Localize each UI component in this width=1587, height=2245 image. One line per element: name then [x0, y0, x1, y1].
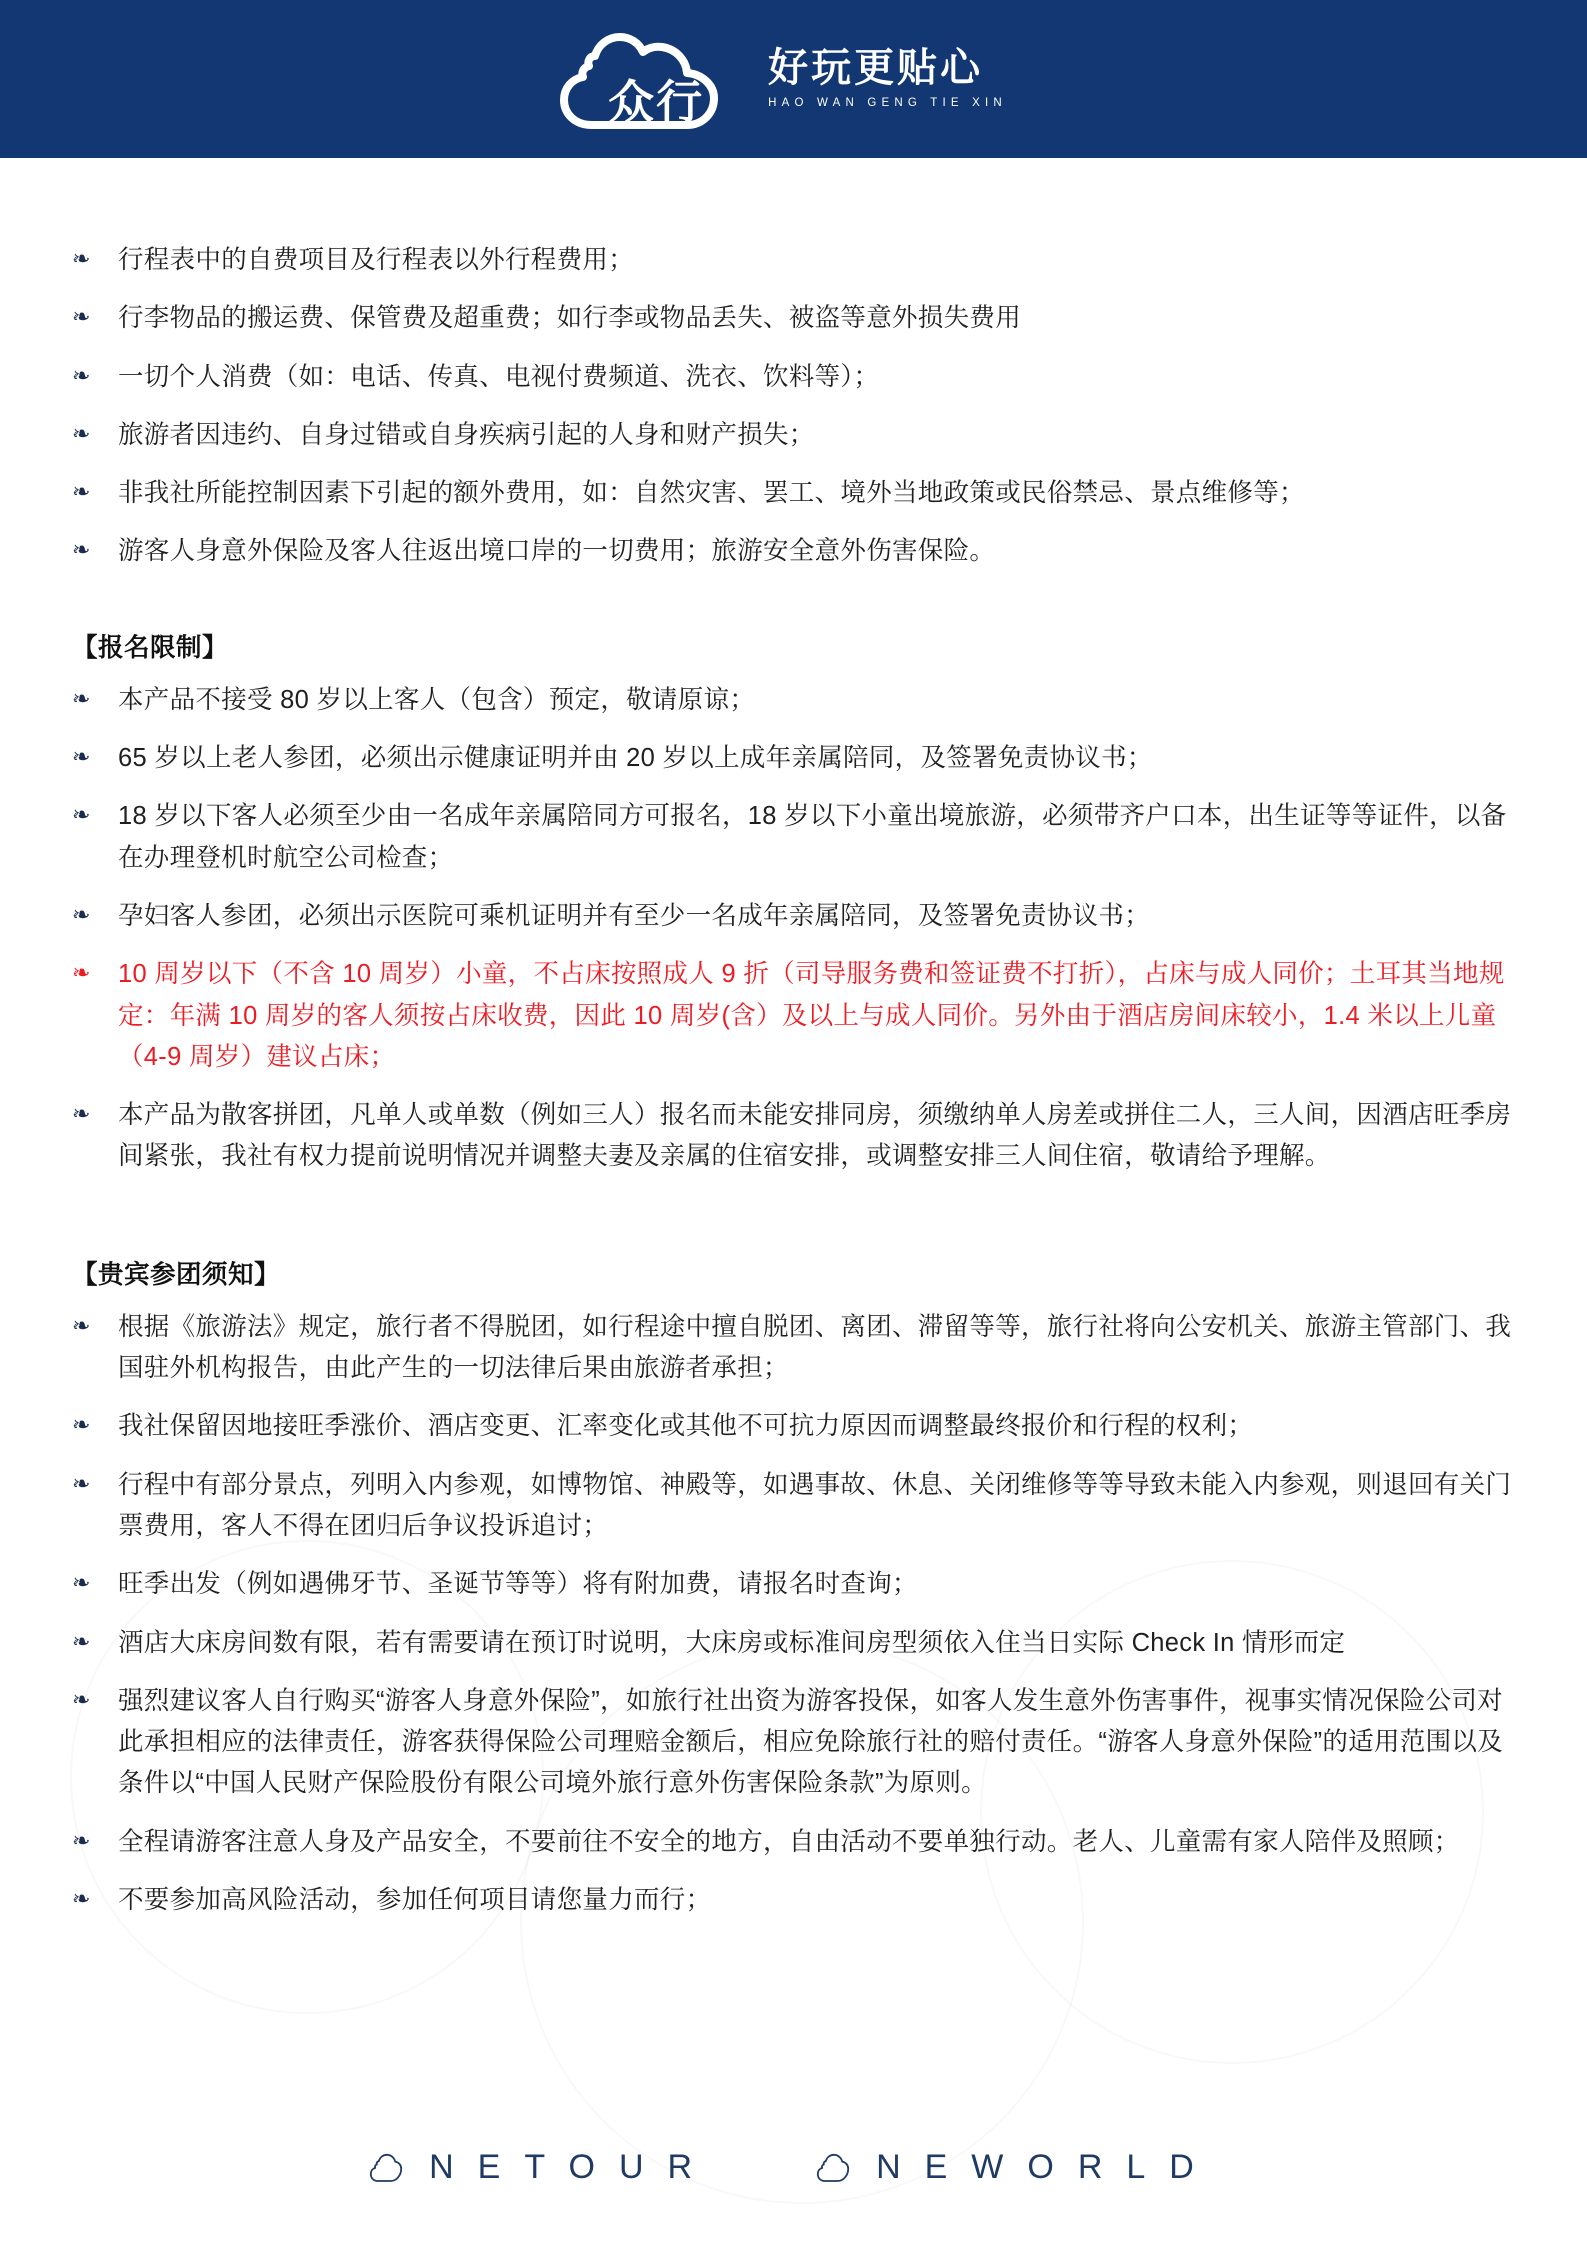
exclusions-list — [64, 240, 1524, 573]
logo-slogan-block — [768, 46, 1007, 113]
list-item — [64, 415, 1524, 456]
list-item-text: 行程中有部分景点，列明入内参观，如博物馆、神殿等，如遇事故、休息、关闭维修等等导致未能入内参观，则退回有关门票费用，客人不得在团归后争议投诉追讨； — [118, 1470, 1512, 1540]
list-item-text: 全程请游客注意人身及产品安全，不要前往不安全的地方，自由活动不要单独行动。老人、儿童需有家人陪伴及照顾； — [118, 1827, 1460, 1856]
list-item — [64, 896, 1524, 937]
list-item-text: 18 岁以下客人必须至少由一名成年亲属陪同方可报名，18 岁以下小童出境旅游，必须带齐户口本，出生证等等证件，以备在办理登机时航空公司检查； — [118, 802, 1507, 872]
diamond-bullet-icon: ❧ — [72, 1628, 91, 1654]
diamond-bullet-icon: ❧ — [72, 685, 91, 711]
list-item — [64, 1307, 1524, 1390]
list-item-text: 非我社所能控制因素下引起的额外费用，如：自然灾害、罢工、境外当地政策或民俗禁忌、景点维修等； — [118, 479, 1305, 508]
diamond-bullet-icon: ❧ — [72, 960, 91, 986]
list-item — [64, 1095, 1524, 1178]
list-item — [64, 1880, 1524, 1921]
section-heading-registration-restrictions: 【报名限制】 — [72, 633, 229, 662]
diamond-bullet-icon: ❧ — [72, 901, 91, 927]
diamond-bullet-icon: ❧ — [72, 1101, 91, 1127]
footer-brand-letters: NETOUR — [429, 2148, 717, 2186]
cloud-icon — [816, 2152, 850, 2184]
footer-brand-neworld — [816, 2148, 1218, 2187]
list-item — [64, 473, 1524, 514]
list-item-text: 行程表中的自费项目及行程表以外行程费用； — [118, 246, 635, 274]
list-item — [64, 298, 1524, 339]
diamond-bullet-icon: ❧ — [72, 1886, 91, 1912]
logo-hanzi-text: 众行 — [608, 76, 705, 128]
list-item — [64, 1623, 1524, 1664]
section-spacer — [64, 590, 1524, 628]
list-item-text: 一切个人消费（如：电话、传真、电视付费频道、洗衣、饮料等）； — [118, 362, 880, 391]
list-item — [64, 1564, 1524, 1605]
list-item — [64, 240, 1524, 281]
section-registration-restrictions — [64, 628, 1524, 1178]
list-item-text: 旅游者因违约、自身过错或自身疾病引起的人身和财产损失； — [118, 420, 815, 449]
diamond-bullet-icon: ❧ — [72, 744, 91, 770]
list-item — [64, 680, 1524, 721]
diamond-bullet-icon: ❧ — [72, 362, 91, 388]
logo-cloud-mark — [560, 27, 742, 131]
list-item — [64, 1681, 1524, 1805]
logo-pinyin-text: HAO WAN GENG TIE XIN — [768, 96, 1007, 109]
footer-brand-letters: NEWORLD — [876, 2148, 1218, 2186]
list-item-text: 本产品为散客拼团，凡单人或单数（例如三人）报名而未能安排同房，须缴纳单人房差或拼住二人，三人间，因酒店旺季房间紧张，我社有权力提前说明情况并调整夫妻及亲属的住宿安排，或调整安排三人间住宿，敬请给予理解。 — [118, 1101, 1512, 1171]
vip-notice-list — [64, 1307, 1524, 1922]
section-vip-notice — [64, 1255, 1524, 1922]
list-item — [64, 1465, 1524, 1548]
document-content — [64, 240, 1524, 1938]
list-item — [64, 1406, 1524, 1447]
footer-brand-netour — [369, 2148, 716, 2187]
page-header-banner — [0, 0, 1587, 158]
section-exclusions — [64, 240, 1524, 573]
list-item-highlighted — [64, 954, 1524, 1078]
list-item-text: 10 周岁以下（不含 10 周岁）小童，不占床按照成人 9 折（司导服务费和签证费不打折），占床与成人同价；土耳其当地规定：年满 10 周岁的客人须按占床收费，因此 10 周岁(含）及以上与成人同价。另外由于酒店房间床较小，1.4 米以上儿童（4-9 周岁）建议占床； — [118, 960, 1505, 1071]
list-item — [64, 357, 1524, 398]
list-item-text: 酒店大床房间数有限，若有需要请在预订时说明，大床房或标准间房型须依入住当日实际 Check In 情形而定 — [118, 1628, 1346, 1657]
cloud-icon — [369, 2152, 403, 2184]
diamond-bullet-icon: ❧ — [72, 304, 91, 330]
registration-restrictions-list — [64, 680, 1524, 1178]
diamond-bullet-icon: ❧ — [72, 1412, 91, 1438]
section-heading-vip-notice: 【贵宾参团须知】 — [72, 1260, 281, 1289]
diamond-bullet-icon: ❧ — [72, 1470, 91, 1496]
diamond-bullet-icon: ❧ — [72, 479, 91, 505]
diamond-bullet-icon: ❧ — [72, 1686, 91, 1712]
list-item-text: 强烈建议客人自行购买“游客人身意外保险”，如旅行社出资为游客投保，如客人发生意外伤害事件，视事实情况保险公司对此承担相应的法律责任，游客获得保险公司理赔金额后，相应免除旅行社的赔付责任。“游客人身意外保险”的适用范围以及条件以“中国人民财产保险股份有限公司境外旅行意外伤害保险条款”为原则。 — [118, 1686, 1503, 1798]
list-item — [64, 738, 1524, 779]
diamond-bullet-icon: ❧ — [72, 1570, 91, 1596]
diamond-bullet-icon: ❧ — [72, 246, 91, 271]
list-item — [64, 796, 1524, 879]
list-item-text: 行李物品的搬运费、保管费及超重费；如行李或物品丢失、被盗等意外损失费用 — [118, 304, 1022, 333]
list-item — [64, 1822, 1524, 1863]
list-item-text: 游客人身意外保险及客人往返出境口岸的一切费用；旅游安全意外伤害保险。 — [118, 537, 996, 566]
list-item-text: 我社保留因地接旺季涨价、酒店变更、汇率变化或其他不可抗力原因而调整最终报价和行程的权利； — [118, 1412, 1254, 1441]
diamond-bullet-icon: ❧ — [72, 802, 91, 828]
brand-logo — [560, 27, 1007, 131]
diamond-bullet-icon: ❧ — [72, 1312, 91, 1338]
list-item — [64, 531, 1524, 572]
logo-slogan-text: 好玩更贴心 — [768, 45, 984, 90]
diamond-bullet-icon: ❧ — [72, 537, 91, 563]
list-item-text: 不要参加高风险活动，参加任何项目请您量力而行； — [118, 1886, 712, 1915]
list-item-text: 65 岁以上老人参团，必须出示健康证明并由 20 岁以上成年亲属陪同，及签署免责协议书； — [118, 744, 1153, 773]
diamond-bullet-icon: ❧ — [72, 420, 91, 446]
page-footer — [0, 2148, 1587, 2187]
list-item-text: 旺季出发（例如遇佛牙节、圣诞节等等）将有附加费，请报名时查询； — [118, 1570, 918, 1599]
diamond-bullet-icon: ❧ — [72, 1827, 91, 1853]
list-item-text: 根据《旅游法》规定，旅行者不得脱团，如行程途中擅自脱团、离团、滞留等等，旅行社将向公安机关、旅游主管部门、我国驻外机构报告，由此产生的一切法律后果由旅游者承担； — [118, 1312, 1512, 1383]
list-item-text: 孕妇客人参团，必须出示医院可乘机证明并有至少一名成年亲属陪同，及签署免责协议书； — [118, 901, 1151, 930]
section-spacer — [64, 1195, 1524, 1255]
list-item-text: 本产品不接受 80 岁以上客人（包含）预定，敬请原谅； — [118, 685, 756, 714]
